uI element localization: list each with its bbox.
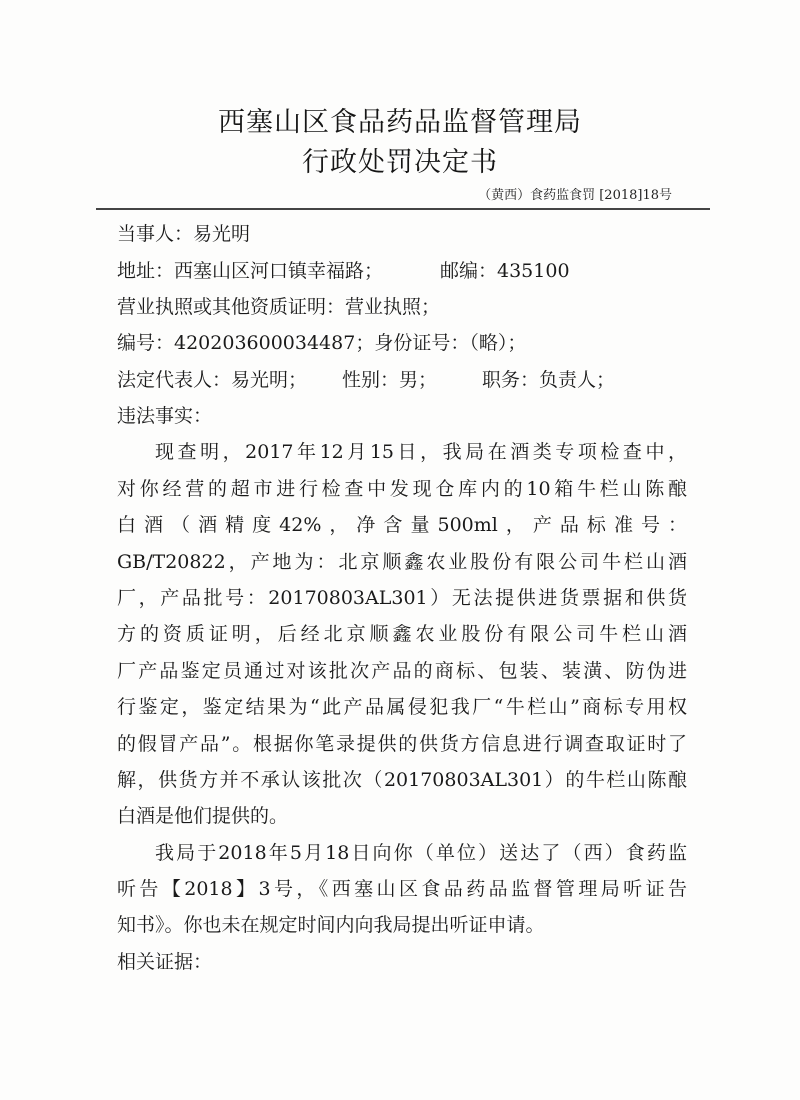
facts-paragraph1-line: 解，供货方并不承认该批次（20170803AL301）的牛栏山陈酿 [117,769,687,791]
facts-paragraph1-line: 厂产品鉴定员通过对该批次产品的商标、包装、装潢、防伪进 [117,660,687,682]
facts-paragraph1-line: 对你经营的超市进行检查中发现仓库内的10箱牛栏山陈酿 [117,478,687,500]
party-name: 当事人：易光明 [117,223,251,245]
document-number: （黄西）食药监食罚 [2018]18号 [478,188,672,203]
license-type: 营业执照或其他资质证明：营业执照； [117,296,441,318]
document-title: 行政处罚决定书 [302,147,498,178]
position: 职务：负责人； [482,369,616,391]
gender: 性别：男； [342,369,438,391]
party-postcode: 邮编：435100 [440,260,570,282]
facts-paragraph1-line: 厂，产品批号：20170803AL301）无法提供进货票据和供货 [117,587,687,609]
facts-heading: 违法事实： [117,405,213,427]
facts-paragraph1-line: 行鉴定，鉴定结果为“此产品属侵犯我厂“牛栏山”商标专用权 [117,696,687,718]
facts-paragraph2-line: 我局于2018年5月18日向你（单位）送达了（西）食药监 [155,842,687,864]
license-number: 编号：420203600034487；身份证号：（略）； [117,332,527,354]
legal-representative: 法定代表人：易光明； [117,369,308,391]
header-divider [96,208,710,210]
facts-paragraph1-line: 白酒（酒精度42%，净含量500ml，产品标准号： [117,514,687,536]
party-address: 地址：西塞山区河口镇幸福路； [117,260,384,282]
evidence-heading: 相关证据： [117,951,213,973]
facts-paragraph2-line: 知书》。你也未在规定时间内向我局提出听证申请。 [117,914,545,936]
facts-paragraph1-line: 方的资质证明，后经北京顺鑫农业股份有限公司牛栏山酒 [117,623,687,645]
facts-paragraph1-line: GB/T20822，产地为：北京顺鑫农业股份有限公司牛栏山酒 [117,551,687,573]
agency-title: 西塞山区食品药品监督管理局 [218,107,582,138]
facts-paragraph2-line: 听告【2018】3号，《西塞山区食品药品监督管理局听证告 [117,878,687,900]
facts-paragraph1-line: 现查明，2017年12月15日，我局在酒类专项检查中， [155,441,687,463]
facts-paragraph1-line: 的假冒产品”。根据你笔录提供的供货方信息进行调查取证时了 [117,733,687,755]
facts-paragraph1-line: 白酒是他们提供的。 [117,805,289,827]
